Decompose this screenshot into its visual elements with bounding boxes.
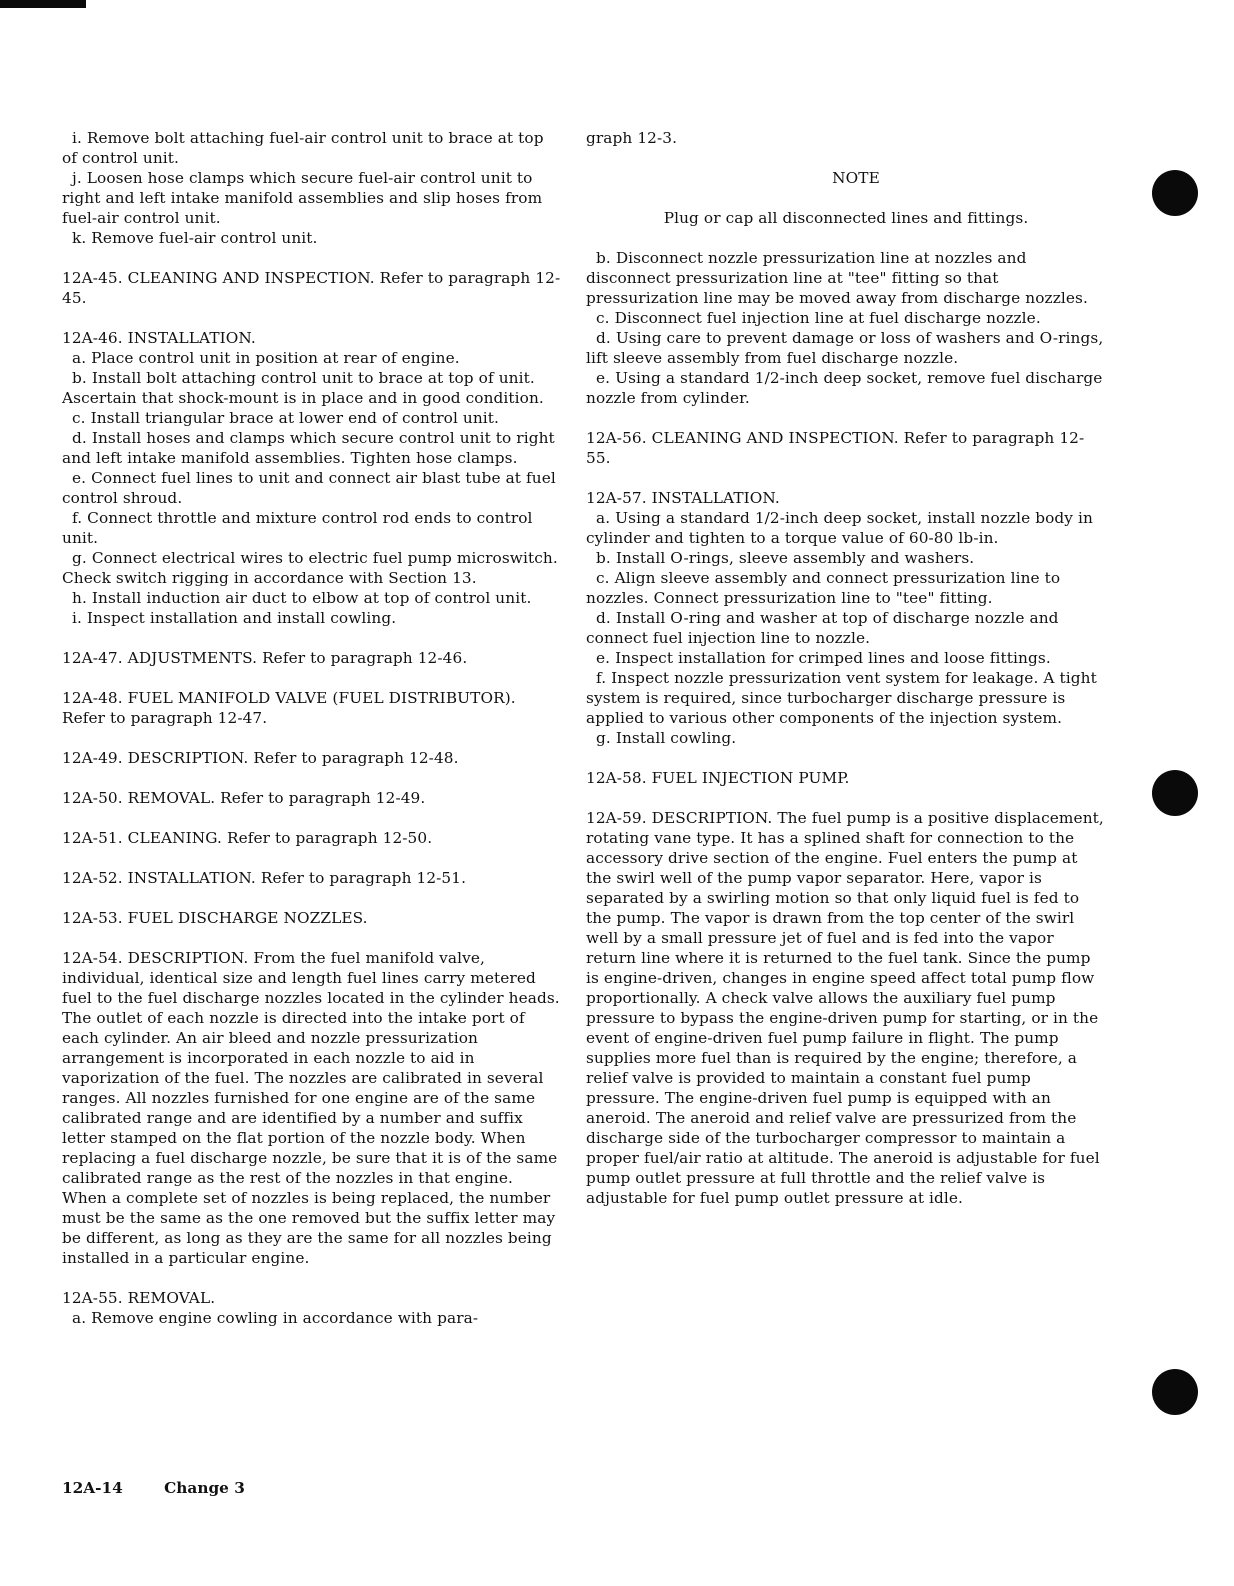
step-12a-55-a: a. Remove engine cowling in accordance with para-	[72, 1309, 479, 1327]
paragraph-12a-53: 12A-53. FUEL DISCHARGE NOZZLES.	[62, 909, 368, 927]
binder-hole-middle	[1152, 770, 1198, 816]
paragraph-12a-56: 12A-56. CLEANING AND INSPECTION. Refer to paragraph 12-55.	[586, 429, 1085, 467]
step-12a-57-g: g. Install cowling.	[596, 729, 737, 747]
step-12a-46-c: c. Install triangular brace at lower end of control unit.	[72, 409, 500, 427]
step-12a-46-a: a. Place control unit in position at rear of engine.	[72, 349, 460, 367]
step-12a-55-e: e. Using a standard 1/2-inch deep socket, remove fuel discharge nozzle from cylinder.	[586, 369, 1103, 407]
heading-12a-46: 12A-46. INSTALLATION.	[62, 329, 256, 347]
step-12a-46-g: g. Connect electrical wires to electric fuel pump microswitch. Check switch rigging in accordance with Section 13.	[62, 549, 558, 587]
step-12a-55-c: c. Disconnect fuel injection line at fuel discharge nozzle.	[596, 309, 1041, 327]
paragraph-12a-51: 12A-51. CLEANING. Refer to paragraph 12-50.	[62, 829, 433, 847]
step-k-remove-unit: k. Remove fuel-air control unit.	[72, 229, 318, 247]
page-number: 12A-14	[62, 1479, 123, 1497]
paragraph-12a-48: 12A-48. FUEL MANIFOLD VALVE (FUEL DISTRIBUTOR). Refer to paragraph 12-47.	[62, 689, 516, 727]
step-12a-57-b: b. Install O-rings, sleeve assembly and washers.	[596, 549, 975, 567]
heading-12a-57: 12A-57. INSTALLATION.	[586, 489, 780, 507]
step-12a-46-e: e. Connect fuel lines to unit and connect air blast tube at fuel control shroud.	[62, 469, 556, 507]
step-12a-55-d: d. Using care to prevent damage or loss of washers and O-rings, lift sleeve assembly from fuel discharge nozzle.	[586, 329, 1104, 367]
step-i-remove-bolt: i. Remove bolt attaching fuel-air control unit to brace at top of control unit.	[62, 129, 544, 167]
step-12a-46-d: d. Install hoses and clamps which secure control unit to right and left intake manifold assemblies. Tighten hose clamps.	[62, 429, 555, 467]
step-12a-46-b: b. Install bolt attaching control unit to brace at top of unit. Ascertain that shock-mount is in place and in good condition.	[62, 369, 544, 407]
step-j-loosen-clamps: j. Loosen hose clamps which secure fuel-air control unit to right and left intake manifold assemblies and slip hoses from fuel-air control unit.	[62, 169, 543, 227]
paragraph-12a-59: 12A-59. DESCRIPTION. The fuel pump is a positive displacement, rotating vane type. It has a splined shaft for connection to the accessory drive section of the engine. Fuel enters the pump at the swirl well of the pump vapor separator. Here, vapor is separated by a swirling motion so that only liquid fuel is fed to the pump. The vapor is drawn from the top center of the swirl well by a small pressure jet of fuel and is fed into the vapor return line where it is returned to the fuel tank. Since the pump is engine-driven, changes in engine speed affect total pump flow proportionally. A check valve allows the auxiliary fuel pump pressure to bypass the engine-driven pump for starting, or in the event of engine-driven fuel pump failure in flight. The pump supplies more fuel than is required by the engine; therefore, a relief valve is provided to maintain a constant fuel pump pressure. The engine-driven fuel pump is equipped with an aneroid. The aneroid and relief valve are pressurized from the discharge side of the turbocharger compressor to maintain a proper fuel/air ratio at altitude. The aneroid is adjustable for fuel pump outlet pressure at full throttle and the relief valve is adjustable for fuel pump outlet pressure at idle.	[586, 809, 1104, 1207]
step-12a-57-e: e. Inspect installation for crimped lines and loose fittings.	[596, 649, 1051, 667]
step-12a-55-b: b. Disconnect nozzle pressurization line at nozzles and disconnect pressurization line at "tee" fitting so that pressurization line may be moved away from discharge nozzles.	[586, 249, 1088, 307]
paragraph-continuation: graph 12-3.	[586, 129, 678, 147]
page-corner-mark	[0, 0, 86, 8]
paragraph-12a-50: 12A-50. REMOVAL. Refer to paragraph 12-49.	[62, 789, 426, 807]
step-12a-57-c: c. Align sleeve assembly and connect pressurization line to nozzles. Connect pressurization line to "tee" fitting.	[586, 569, 1061, 607]
binder-hole-bottom	[1152, 1369, 1198, 1415]
note-title: NOTE	[832, 169, 880, 187]
step-12a-46-h: h. Install induction air duct to elbow at top of control unit.	[72, 589, 532, 607]
right-column	[586, 128, 1106, 1208]
page-footer	[62, 1479, 245, 1497]
step-12a-57-a: a. Using a standard 1/2-inch deep socket, install nozzle body in cylinder and tighten to a torque value of 60-80 lb-in.	[586, 509, 1093, 547]
step-12a-57-f: f. Inspect nozzle pressurization vent system for leakage. A tight system is required, since turbocharger discharge pressure is applied to various other components of the injection system.	[586, 669, 1097, 727]
change-label: Change 3	[164, 1479, 245, 1497]
step-12a-46-f: f. Connect throttle and mixture control rod ends to control unit.	[62, 509, 533, 547]
paragraph-12a-49: 12A-49. DESCRIPTION. Refer to paragraph 12-48.	[62, 749, 459, 767]
paragraph-12a-47: 12A-47. ADJUSTMENTS. Refer to paragraph 12-46.	[62, 649, 468, 667]
heading-12a-55: 12A-55. REMOVAL.	[62, 1289, 216, 1307]
step-12a-46-i: i. Inspect installation and install cowling.	[72, 609, 397, 627]
left-column	[62, 128, 562, 1328]
step-12a-57-d: d. Install O-ring and washer at top of discharge nozzle and connect fuel injection line to nozzle.	[586, 609, 1059, 647]
paragraph-12a-54: 12A-54. DESCRIPTION. From the fuel manifold valve, individual, identical size and length fuel lines carry metered fuel to the fuel discharge nozzles located in the cylinder heads. The outlet of each nozzle is directed into the intake port of each cylinder. An air bleed and nozzle pressurization arrangement is incorporated in each nozzle to aid in vaporization of the fuel. The nozzles are calibrated in several ranges. All nozzles furnished for one engine are of the same calibrated range and are identified by a number and suffix letter stamped on the flat portion of the nozzle body. When replacing a fuel discharge nozzle, be sure that it is of the same calibrated range as the rest of the nozzles in that engine. When a complete set of nozzles is being replaced, the number must be the same as the one removed but the suffix letter may be different, as long as they are the same for all nozzles being installed in a particular engine.	[62, 949, 560, 1267]
note-text: Plug or cap all disconnected lines and fittings.	[663, 209, 1029, 227]
binder-hole-top	[1152, 170, 1198, 216]
paragraph-12a-52: 12A-52. INSTALLATION. Refer to paragraph 12-51.	[62, 869, 467, 887]
paragraph-12a-58: 12A-58. FUEL INJECTION PUMP.	[586, 769, 850, 787]
paragraph-12a-45: 12A-45. CLEANING AND INSPECTION. Refer to paragraph 12-45.	[62, 269, 561, 307]
